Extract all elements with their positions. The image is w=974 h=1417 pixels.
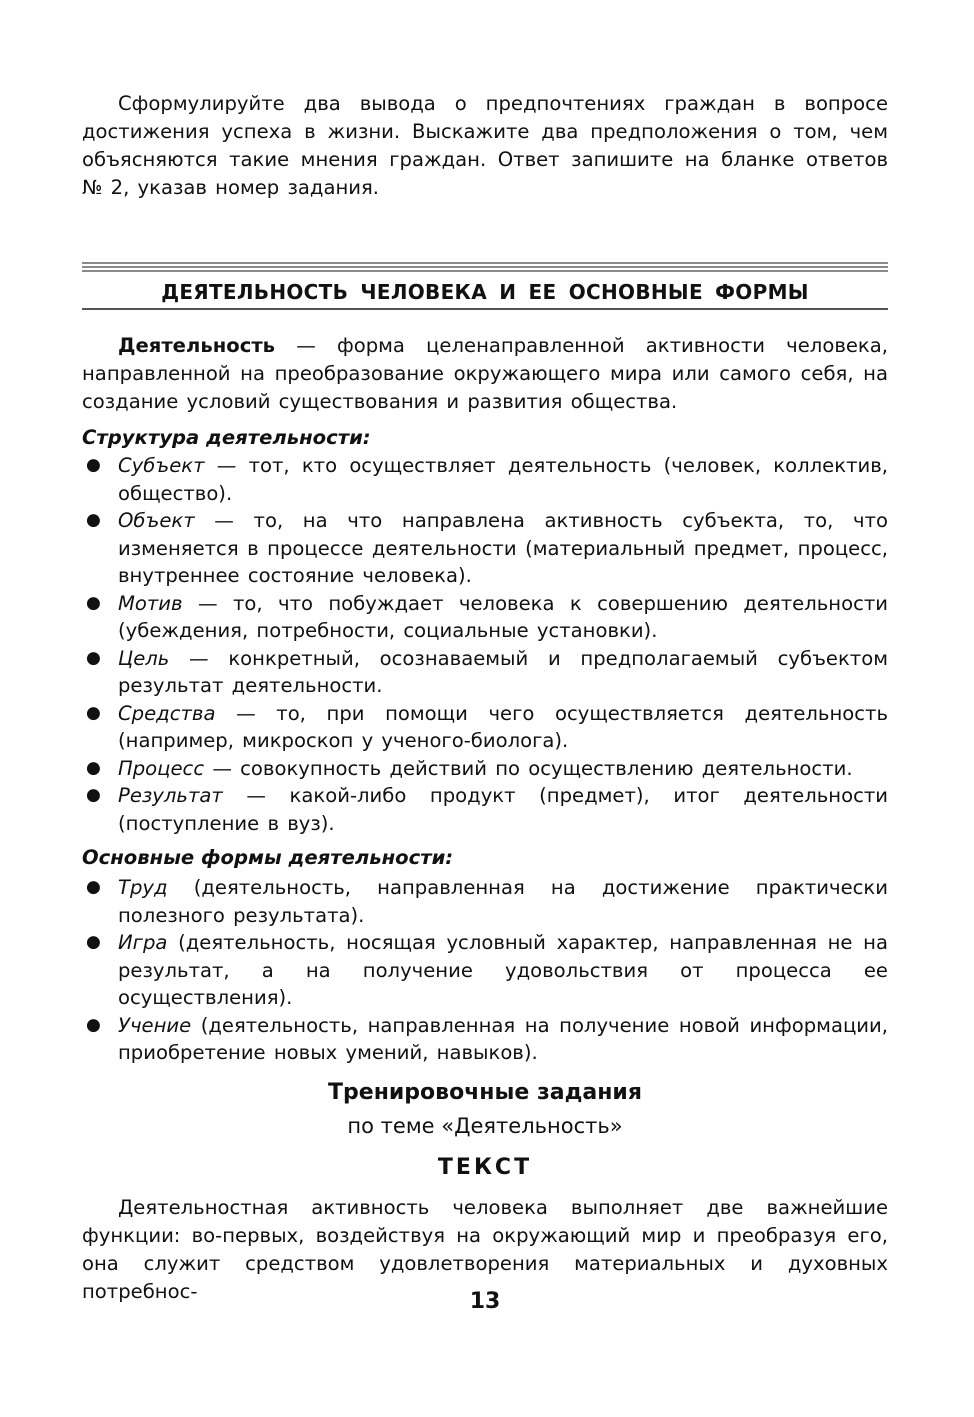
list-item-text: — какой-либо продукт (предмет), итог деятельности (поступление в вуз).: [118, 784, 888, 835]
list-item: [82, 782, 888, 837]
page-number: 13: [469, 1289, 501, 1314]
definition-text: — форма целенаправленной активности человека, направленной на преобразование окружающего мира или самого себя, на создание условий существования и развития общества.: [82, 334, 888, 413]
definition-term: Деятельность: [118, 334, 276, 357]
bullet-icon: ●: [86, 510, 101, 530]
section-underline: [82, 308, 888, 310]
list-item: [82, 507, 888, 590]
structure-list: [82, 452, 888, 837]
forms-list: [82, 874, 888, 1067]
list-item: [82, 645, 888, 700]
intro-paragraph: [82, 90, 888, 202]
training-subtitle: по теме «Деятельность»: [347, 1114, 623, 1138]
list-item-text: — то, что побуждает человека к совершению деятельности (убеждения, потребности, социальные установки).: [118, 591, 888, 642]
list-item: [82, 452, 888, 507]
list-item-text: (деятельность, носящая условный характер, направленная не на результат, а на получение удовольствия от процесса ее осуществления).: [118, 931, 888, 1009]
list-item: [82, 874, 888, 929]
list-item-text: — то, на что направлена активность субъекта, то, что изменяется в процессе деятельности (материальный предмет, процесс, внутреннее состояние человека).: [118, 509, 888, 587]
list-item-text: — конкретный, осознаваемый и предполагаемый субъектом результат деятельности.: [118, 646, 888, 697]
training-title: Тренировочные задания: [328, 1080, 642, 1105]
list-item: [82, 700, 888, 755]
list-item-term: Процесс: [118, 756, 205, 780]
list-item-term: Учение: [118, 1013, 192, 1037]
list-item-text: (деятельность, направленная на получение новой информации, приобретение новых умений, навыков).: [118, 1013, 888, 1064]
bullet-icon: ●: [86, 932, 101, 952]
list-item-term: Игра: [118, 931, 168, 954]
list-item-text: (деятельность, направленная на достижение практически полезного результата).: [118, 876, 888, 927]
list-item-text: — тот, кто осуществляет деятельность (человек, коллектив, общество).: [118, 454, 888, 505]
list-item-term: Труд: [118, 876, 168, 899]
list-item: [82, 1012, 888, 1067]
bullet-icon: ●: [86, 785, 101, 805]
training-text: Деятельностная активность человека выполняет две важнейшие функции: во-первых, воздействуя на окружающий мир и преобразуя его, она служит средством удовлетворения материальных и духовных потребнос-: [82, 1196, 888, 1303]
bullet-icon: ●: [86, 877, 101, 897]
list-item-term: Мотив: [118, 591, 183, 615]
definition-paragraph: [82, 332, 888, 416]
bullet-icon: ●: [86, 757, 101, 778]
bullet-icon: ●: [86, 455, 101, 475]
bullet-icon: ●: [86, 592, 101, 613]
list-item-term: Субъект: [118, 454, 205, 477]
structure-heading: Структура деятельности:: [82, 426, 371, 449]
bullet-icon: ●: [86, 1014, 101, 1035]
list-item-text: — совокупность действий по осуществлению деятельности.: [204, 756, 853, 780]
list-item-term: Цель: [118, 646, 170, 670]
list-item: [82, 590, 888, 645]
bullet-icon: ●: [86, 702, 101, 723]
bullet-icon: ●: [86, 647, 101, 668]
list-item: [82, 929, 888, 1012]
list-item-term: Результат: [118, 784, 223, 807]
section-rules-divider: [82, 262, 888, 274]
list-item-term: Объект: [118, 509, 195, 532]
forms-heading: Основные формы деятельности:: [82, 846, 454, 869]
intro-text: Сформулируйте два вывода о предпочтениях граждан в вопросе достижения успеха в жизни. Выскажите два предположения о том, чем объясняются такие мнения граждан. Ответ запишите на бланке ответов № 2, указав номер задания.: [82, 92, 888, 199]
list-item-term: Средства: [118, 701, 216, 725]
text-heading: ТЕКСТ: [437, 1155, 533, 1180]
list-item: [82, 755, 888, 783]
list-item-text: — то, при помощи чего осуществляется деятельность (например, микроскоп у ученого-биолога).: [118, 701, 888, 752]
section-title: ДЕЯТЕЛЬНОСТЬ ЧЕЛОВЕКА И ЕЕ ОСНОВНЫЕ ФОРМЫ: [161, 280, 809, 304]
